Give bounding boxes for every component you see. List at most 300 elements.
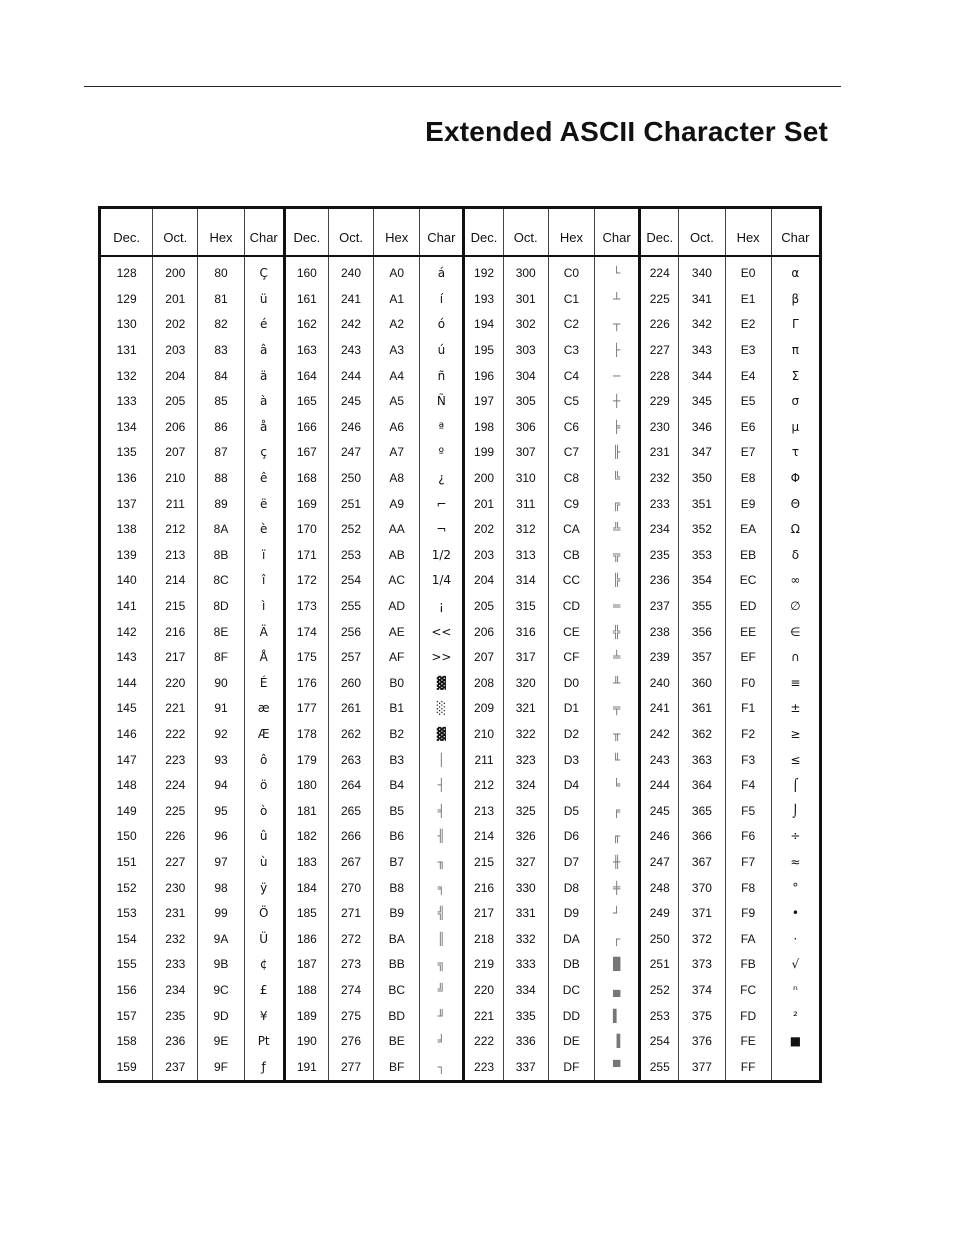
cell-char: à [244,388,284,414]
cell-char: ╘ [595,772,640,798]
table-row [100,696,821,722]
cell-char: ¬ [420,516,464,542]
cell-hex: 9B [198,952,244,978]
cell-char: ║ [420,926,464,952]
cell-oct: 375 [679,1003,725,1029]
cell-hex: B7 [374,849,420,875]
cell-dec: 243 [640,747,679,773]
cell-hex: E0 [725,256,771,287]
cell-dec: 215 [464,849,503,875]
cell-dec: 147 [116,752,137,767]
cell-dec: 146 [116,726,137,741]
cell-dec: 154 [116,931,137,946]
cell-oct: 270 [328,875,373,901]
cell-oct: 373 [679,952,725,978]
cell-char: Ä [244,619,284,645]
cell-hex: CB [548,542,594,568]
table-row [100,542,821,568]
cell-oct: 226 [153,824,198,850]
cell-char: σ [771,388,820,414]
cell-dec: 153 [116,906,137,921]
cell-hex: DC [548,977,594,1003]
cell-hex: DF [548,1054,594,1081]
cell-hex: 98 [198,875,244,901]
table-row [100,875,821,901]
cell-hex: BE [374,1028,420,1054]
cell-hex: C0 [548,256,594,287]
cell-dec: 195 [464,337,503,363]
cell-char: ┬ [595,312,640,338]
cell-hex: DE [548,1028,594,1054]
table-row [100,644,821,670]
cell-oct: 350 [679,465,725,491]
cell-hex: D2 [548,721,594,747]
cell-hex: AF [374,644,420,670]
cell-char: ╪ [595,875,640,901]
cell-dec: 211 [464,747,503,773]
cell-oct: 340 [679,256,725,287]
cell-hex: 8D [198,593,244,619]
cell-dec: 231 [640,440,679,466]
cell-hex: C5 [548,388,594,414]
cell-dec: 141 [116,599,137,614]
table-row [100,952,821,978]
cell-oct: 302 [503,312,548,338]
cell-hex: B4 [374,772,420,798]
cell-dec: 223 [464,1054,503,1081]
cell-hex: 9C [198,977,244,1003]
cell-oct: 244 [328,363,373,389]
cell-dec: 134 [116,419,137,434]
cell-oct: 260 [328,670,373,696]
table-row [100,900,821,926]
table-row [100,772,821,798]
cell-hex: 88 [198,465,244,491]
cell-dec: 253 [640,1003,679,1029]
cell-char: ╚ [595,465,640,491]
cell-dec: 130 [116,317,137,332]
cell-hex: BC [374,977,420,1003]
cell-dec: 151 [116,854,137,869]
cell-dec: 251 [640,952,679,978]
cell-dec: 238 [640,619,679,645]
cell-dec: 171 [284,542,328,568]
cell-char: ┘ [595,900,640,926]
cell-oct: 360 [679,670,725,696]
cell-dec: 214 [464,824,503,850]
cell-dec: 169 [284,491,328,517]
cell-dec: 191 [284,1054,328,1081]
cell-char: τ [771,440,820,466]
cell-dec: 189 [284,1003,328,1029]
cell-dec: 177 [284,696,328,722]
cell-char: ─ [595,363,640,389]
cell-dec: 224 [640,256,679,287]
cell-oct: 353 [679,542,725,568]
cell-dec: 207 [464,644,503,670]
cell-dec: 217 [464,900,503,926]
cell-oct: 315 [503,593,548,619]
cell-hex: 92 [198,721,244,747]
cell-hex: A1 [374,286,420,312]
cell-char: ╨ [595,670,640,696]
cell-dec: 173 [284,593,328,619]
cell-char: ┤ [420,772,464,798]
cell-hex: E8 [725,465,771,491]
cell-oct: 324 [503,772,548,798]
cell-oct: 257 [328,644,373,670]
cell-hex: ED [725,593,771,619]
cell-char: 1/4 [420,568,464,594]
cell-oct: 275 [328,1003,373,1029]
cell-hex: A2 [374,312,420,338]
cell-hex: F7 [725,849,771,875]
cell-dec: 135 [116,445,137,460]
cell-oct: 225 [153,798,198,824]
cell-oct: 303 [503,337,548,363]
cell-dec: 140 [116,573,137,588]
cell-oct: 367 [679,849,725,875]
cell-oct: 376 [679,1028,725,1054]
cell-char: ≥ [771,721,820,747]
cell-hex: A4 [374,363,420,389]
cell-char [771,1054,820,1081]
cell-oct: 336 [503,1028,548,1054]
cell-char: Σ [771,363,820,389]
cell-char: ∅ [771,593,820,619]
cell-hex: 94 [198,772,244,798]
cell-char: ë [244,491,284,517]
cell-char: é [244,312,284,338]
cell-hex: A7 [374,440,420,466]
cell-dec: 236 [640,568,679,594]
cell-hex: E6 [725,414,771,440]
cell-dec: 162 [284,312,328,338]
cell-hex: D8 [548,875,594,901]
cell-dec: 199 [464,440,503,466]
cell-hex: F8 [725,875,771,901]
header-oct: Oct. [328,208,373,256]
cell-dec: 240 [640,670,679,696]
cell-oct: 220 [153,670,198,696]
cell-dec: 192 [464,256,503,287]
cell-char: ┐ [420,1054,464,1081]
cell-char: μ [771,414,820,440]
cell-dec: 131 [116,343,137,358]
header-hex: Hex [725,208,771,256]
cell-oct: 342 [679,312,725,338]
cell-oct: 276 [328,1028,373,1054]
cell-dec: 128 [116,266,137,281]
cell-hex: C7 [548,440,594,466]
cell-oct: 277 [328,1054,373,1081]
cell-oct: 256 [328,619,373,645]
cell-hex: EA [725,516,771,542]
cell-oct: 202 [153,312,198,338]
cell-char: π [771,337,820,363]
table-row [100,1028,821,1054]
cell-char: Γ [771,312,820,338]
table-row [100,440,821,466]
cell-hex: F9 [725,900,771,926]
cell-dec: 202 [464,516,503,542]
cell-dec: 222 [464,1028,503,1054]
cell-hex: F1 [725,696,771,722]
cell-dec: 133 [116,394,137,409]
cell-char: ■ [771,1028,820,1054]
cell-oct: 206 [153,414,198,440]
cell-oct: 320 [503,670,548,696]
cell-dec: 204 [464,568,503,594]
cell-oct: 261 [328,696,373,722]
cell-oct: 331 [503,900,548,926]
cell-dec: 138 [116,522,137,537]
table-row [100,670,821,696]
cell-char: ╣ [420,900,464,926]
cell-oct: 251 [328,491,373,517]
cell-hex: 82 [198,312,244,338]
cell-dec: 184 [284,875,328,901]
cell-hex: 95 [198,798,244,824]
cell-hex: EE [725,619,771,645]
cell-char: █ [595,952,640,978]
cell-dec: 209 [464,696,503,722]
cell-oct: 235 [153,1003,198,1029]
cell-char: ╩ [595,516,640,542]
cell-oct: 354 [679,568,725,594]
cell-oct: 254 [328,568,373,594]
cell-hex: D1 [548,696,594,722]
cell-char: ä [244,363,284,389]
cell-dec: 180 [284,772,328,798]
cell-dec: 149 [116,803,137,818]
cell-oct: 355 [679,593,725,619]
cell-oct: 201 [153,286,198,312]
cell-dec: 255 [640,1054,679,1081]
cell-dec: 188 [284,977,328,1003]
cell-dec: 226 [640,312,679,338]
cell-hex: FF [725,1054,771,1081]
cell-dec: 241 [640,696,679,722]
cell-oct: 361 [679,696,725,722]
cell-dec: 166 [284,414,328,440]
cell-hex: 84 [198,363,244,389]
cell-char: Θ [771,491,820,517]
cell-oct: 237 [153,1054,198,1081]
cell-dec: 159 [116,1059,137,1074]
cell-oct: 301 [503,286,548,312]
cell-dec: 136 [116,471,137,486]
cell-oct: 304 [503,363,548,389]
cell-hex: A8 [374,465,420,491]
cell-char: Pt [244,1028,284,1054]
cell-hex: B8 [374,875,420,901]
cell-oct: 217 [153,644,198,670]
cell-char: ╬ [595,619,640,645]
cell-char: ≤ [771,747,820,773]
cell-char: ▀ [595,1054,640,1081]
cell-dec: 218 [464,926,503,952]
cell-hex: F4 [725,772,771,798]
cell-oct: 370 [679,875,725,901]
cell-char: ² [771,1003,820,1029]
cell-dec: 168 [284,465,328,491]
cell-dec: 145 [116,701,137,716]
cell-char: ╥ [595,721,640,747]
cell-oct: 200 [153,256,198,287]
cell-dec: 206 [464,619,503,645]
cell-hex: C2 [548,312,594,338]
cell-dec: 170 [284,516,328,542]
table-row [100,312,821,338]
cell-char: ⌠ [771,772,820,798]
cell-char: Ü [244,926,284,952]
cell-char: ╕ [420,875,464,901]
cell-hex: FA [725,926,771,952]
cell-char: ╦ [595,542,640,568]
cell-oct: 204 [153,363,198,389]
table-row [100,1054,821,1081]
cell-dec: 205 [464,593,503,619]
table-row [100,465,821,491]
cell-hex: E9 [725,491,771,517]
cell-dec: 137 [116,496,137,511]
cell-char: ▐ [595,1028,640,1054]
cell-hex: E2 [725,312,771,338]
cell-char: ê [244,465,284,491]
cell-dec: 143 [116,650,137,665]
cell-char: ░ [420,696,464,722]
cell-dec: 174 [284,619,328,645]
cell-char: ╟ [595,440,640,466]
cell-char: É [244,670,284,696]
cell-dec: 172 [284,568,328,594]
cell-dec: 183 [284,849,328,875]
table-row [100,1003,821,1029]
cell-hex: AB [374,542,420,568]
cell-hex: D9 [548,900,594,926]
cell-oct: 216 [153,619,198,645]
cell-char: Ö [244,900,284,926]
cell-dec: 228 [640,363,679,389]
cell-oct: 365 [679,798,725,824]
cell-oct: 264 [328,772,373,798]
cell-oct: 267 [328,849,373,875]
cell-char: ╫ [595,849,640,875]
cell-dec: 150 [116,829,137,844]
cell-oct: 357 [679,644,725,670]
cell-hex: 85 [198,388,244,414]
cell-hex: 9F [198,1054,244,1081]
cell-dec: 212 [464,772,503,798]
cell-hex: C6 [548,414,594,440]
cell-dec: 213 [464,798,503,824]
cell-oct: 246 [328,414,373,440]
cell-oct: 326 [503,824,548,850]
cell-char: δ [771,542,820,568]
cell-char: ╗ [420,952,464,978]
cell-oct: 243 [328,337,373,363]
table-row [100,926,821,952]
cell-hex: FC [725,977,771,1003]
cell-hex: CC [548,568,594,594]
cell-char: ┴ [595,286,640,312]
cell-char: ï [244,542,284,568]
cell-oct: 222 [153,721,198,747]
cell-hex: F2 [725,721,771,747]
cell-hex: BF [374,1054,420,1081]
cell-char: 1/2 [420,542,464,568]
cell-char: ╤ [595,696,640,722]
cell-char: ∈ [771,619,820,645]
cell-oct: 224 [153,772,198,798]
cell-dec: 232 [640,465,679,491]
table-row [100,491,821,517]
cell-oct: 343 [679,337,725,363]
cell-hex: 80 [198,256,244,287]
cell-dec: 249 [640,900,679,926]
cell-oct: 347 [679,440,725,466]
cell-char: ▓ [420,721,464,747]
cell-char: ▌ [595,1003,640,1029]
cell-char: ÷ [771,824,820,850]
cell-char: ▄ [595,977,640,1003]
cell-oct: 272 [328,926,373,952]
cell-hex: 97 [198,849,244,875]
table-row [100,849,821,875]
cell-dec: 139 [116,547,137,562]
cell-hex: BB [374,952,420,978]
cell-char: â [244,337,284,363]
cell-hex: 90 [198,670,244,696]
cell-oct: 351 [679,491,725,517]
cell-oct: 241 [328,286,373,312]
cell-char: Ñ [420,388,464,414]
cell-char: ╝ [420,977,464,1003]
header-char: Char [595,208,640,256]
table-row [100,414,821,440]
cell-char: α [771,256,820,287]
cell-hex: EB [725,542,771,568]
cell-hex: D7 [548,849,594,875]
cell-hex: D3 [548,747,594,773]
cell-hex: 9A [198,926,244,952]
cell-char: ╜ [420,1003,464,1029]
cell-oct: 210 [153,465,198,491]
cell-oct: 322 [503,721,548,747]
cell-dec: 233 [640,491,679,517]
cell-hex: B6 [374,824,420,850]
cell-oct: 332 [503,926,548,952]
cell-dec: 225 [640,286,679,312]
cell-char: ç [244,440,284,466]
cell-oct: 274 [328,977,373,1003]
cell-char: √ [771,952,820,978]
cell-dec: 190 [284,1028,328,1054]
cell-dec: 208 [464,670,503,696]
cell-oct: 374 [679,977,725,1003]
cell-hex: D0 [548,670,594,696]
cell-hex: AC [374,568,420,594]
cell-hex: 8C [198,568,244,594]
cell-hex: BA [374,926,420,952]
cell-char: ╙ [595,747,640,773]
cell-dec: 246 [640,824,679,850]
cell-dec: 185 [284,900,328,926]
cell-char: ± [771,696,820,722]
cell-hex: CF [548,644,594,670]
cell-oct: 252 [328,516,373,542]
